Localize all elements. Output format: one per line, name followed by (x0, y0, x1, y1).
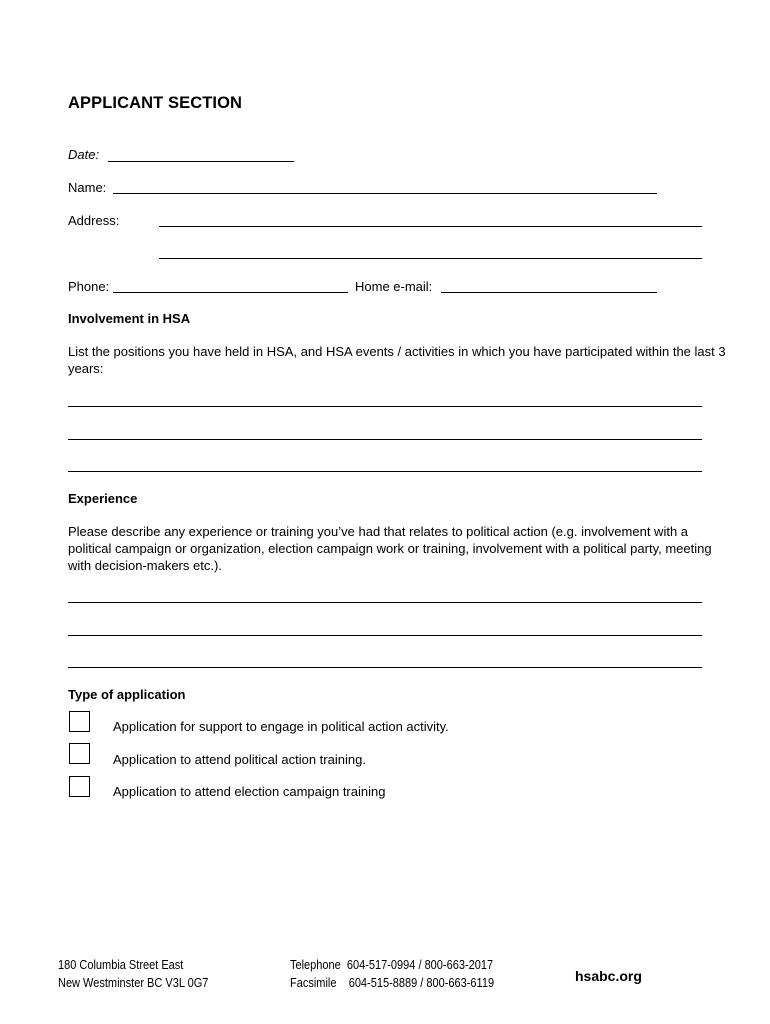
experience-line-1[interactable] (68, 602, 702, 603)
support-checkbox[interactable] (69, 711, 90, 732)
experience-heading: Experience (68, 491, 138, 506)
address-label: Address: (68, 213, 120, 228)
involvement-line-1[interactable] (68, 406, 702, 407)
footer-website: hsabc.org (575, 968, 642, 984)
footer-address-line1: 180 Columbia Street East (58, 958, 184, 972)
political-training-checkbox[interactable] (69, 743, 90, 764)
campaign-training-option-label: Application to attend election campaign training (113, 784, 386, 799)
address-field-line1[interactable] (159, 226, 702, 227)
involvement-heading: Involvement in HSA (68, 311, 191, 326)
page-title: APPLICANT SECTION (68, 94, 243, 112)
fax-label: Facsimile (290, 976, 337, 990)
date-label: Date: (68, 147, 100, 162)
name-field[interactable] (113, 193, 657, 194)
campaign-training-checkbox[interactable] (69, 776, 90, 797)
telephone-label: Telephone (290, 958, 341, 972)
footer-address (58, 956, 208, 992)
fax-value: 604-515-8889 / 800-663-6119 (348, 976, 495, 990)
footer-contact (290, 956, 494, 992)
address-field-line2[interactable] (159, 258, 702, 259)
phone-field[interactable] (113, 292, 348, 293)
experience-line-2[interactable] (68, 635, 702, 636)
telephone-value: 604-517-0994 / 800-663-2017 (346, 958, 494, 972)
email-label: Home e-mail: (355, 279, 433, 294)
involvement-line-3[interactable] (68, 471, 702, 472)
application-type-heading: Type of application (68, 687, 186, 702)
name-label: Name: (68, 180, 107, 195)
email-field[interactable] (441, 292, 657, 293)
involvement-instructions: List the positions you have held in HSA, and HSA events / activities in which you have participated within the last 3 years: (68, 344, 726, 376)
phone-label: Phone: (68, 279, 110, 294)
support-option-label: Application for support to engage in political action activity. (113, 719, 449, 734)
experience-instructions: Please describe any experience or training you’ve had that relates to political action (e.g. involvement with a political campaign or organization, election campaign work or training, involvement with a political party, meeting with decision-makers etc.). (68, 524, 712, 573)
involvement-line-2[interactable] (68, 439, 702, 440)
political-training-option-label: Application to attend political action training. (113, 752, 366, 767)
experience-line-3[interactable] (68, 667, 702, 668)
date-field[interactable] (108, 161, 294, 162)
footer-address-line2: New Westminster BC V3L 0G7 (58, 976, 209, 990)
